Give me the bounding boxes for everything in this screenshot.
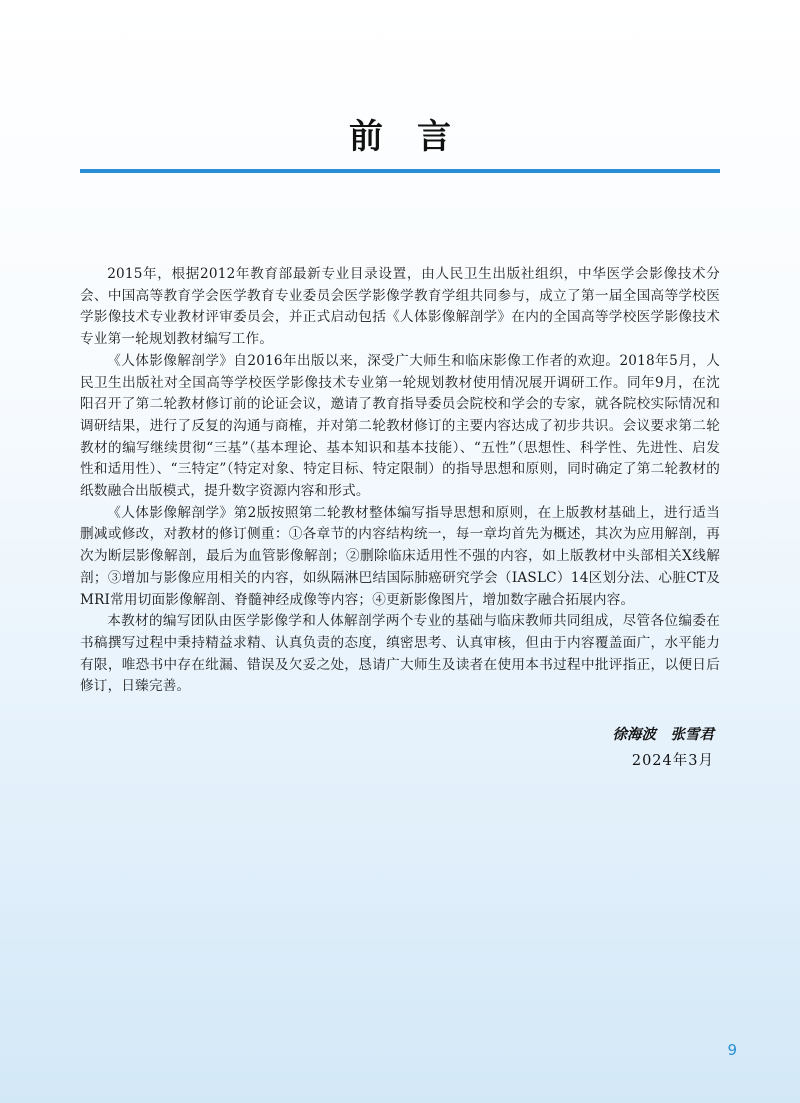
- page-title: 前言: [349, 117, 485, 157]
- title-divider: [80, 169, 720, 173]
- paragraph-2: 《人体影像解剖学》自2016年出版以来，深受广大师生和临床影像工作者的欢迎。2018年5月，人民卫生出版社对全国高等学校医学影像技术专业第一轮规划教材使用情况展开调研工作。同年9月，在沈阳召开了第二轮教材修订前的论证会议，邀请了教育指导委员会院校和学会的专家，就各院校实际情况和调研结果，进行了反复的沟通与商榷，并对第二轮教材修订的主要内容达成了初步共识。会议要求第二轮教材的编写继续贯彻“三基”（基本理论、基本知识和基本技能）、“五性”（思想性、科学性、先进性、启发性和适用性）、“三特定”（特定对象、特定目标、特定限制）的指导思想和原则，同时确定了第二轮教材的纸数融合出版模式，提升数字资源内容和形式。: [80, 352, 720, 500]
- preface-body: [80, 264, 720, 698]
- page-number: 9: [727, 1041, 737, 1059]
- paragraph-1: 2015年，根据2012年教育部最新专业目录设置，由人民卫生出版社组织，中华医学会影像技术分会、中国高等教育学会医学教育专业委员会医学影像学教育学组共同参与，成立了第一届全国高等学校医学影像技术专业教材评审委员会，并正式启动包括《人体影像解剖学》在内的全国高等学校医学影像技术专业第一轮规划教材编写工作。: [80, 266, 720, 348]
- paragraph-4: 本教材的编写团队由医学影像学和人体解剖学两个专业的基础与临床教师共同组成，尽管各位编委在书稿撰写过程中秉持精益求精、认真负责的态度，缜密思考、认真审核，但由于内容覆盖面广，水平能力有限，唯恐书中存在纰漏、错误及欠妥之处，恳请广大师生及读者在使用本书过程中批评指正，以便日后修订，日臻完善。: [80, 613, 720, 695]
- signature-block: [613, 722, 715, 774]
- paragraph-3: 《人体影像解剖学》第2版按照第二轮教材整体编写指导思想和原则，在上版教材基础上，进行适当删减或修改，对教材的修订侧重：①各章节的内容结构统一，每一章均首先为概述，其次为应用解剖，再次为断层影像解剖，最后为血管影像解剖；②删除临床适用性不强的内容，如上版教材中头部相关X线解剖；③增加与影像应用相关的内容，如纵隔淋巴结国际肺癌研究学会（IASLC）14区划分法、心脏CT及MRI常用切面影像解剖、脊髓神经成像等内容；④更新影像图片，增加数字融合拓展内容。: [80, 504, 720, 608]
- signature-date: 2024年3月: [631, 753, 714, 769]
- author-names: 徐海波 张雪君: [612, 726, 714, 743]
